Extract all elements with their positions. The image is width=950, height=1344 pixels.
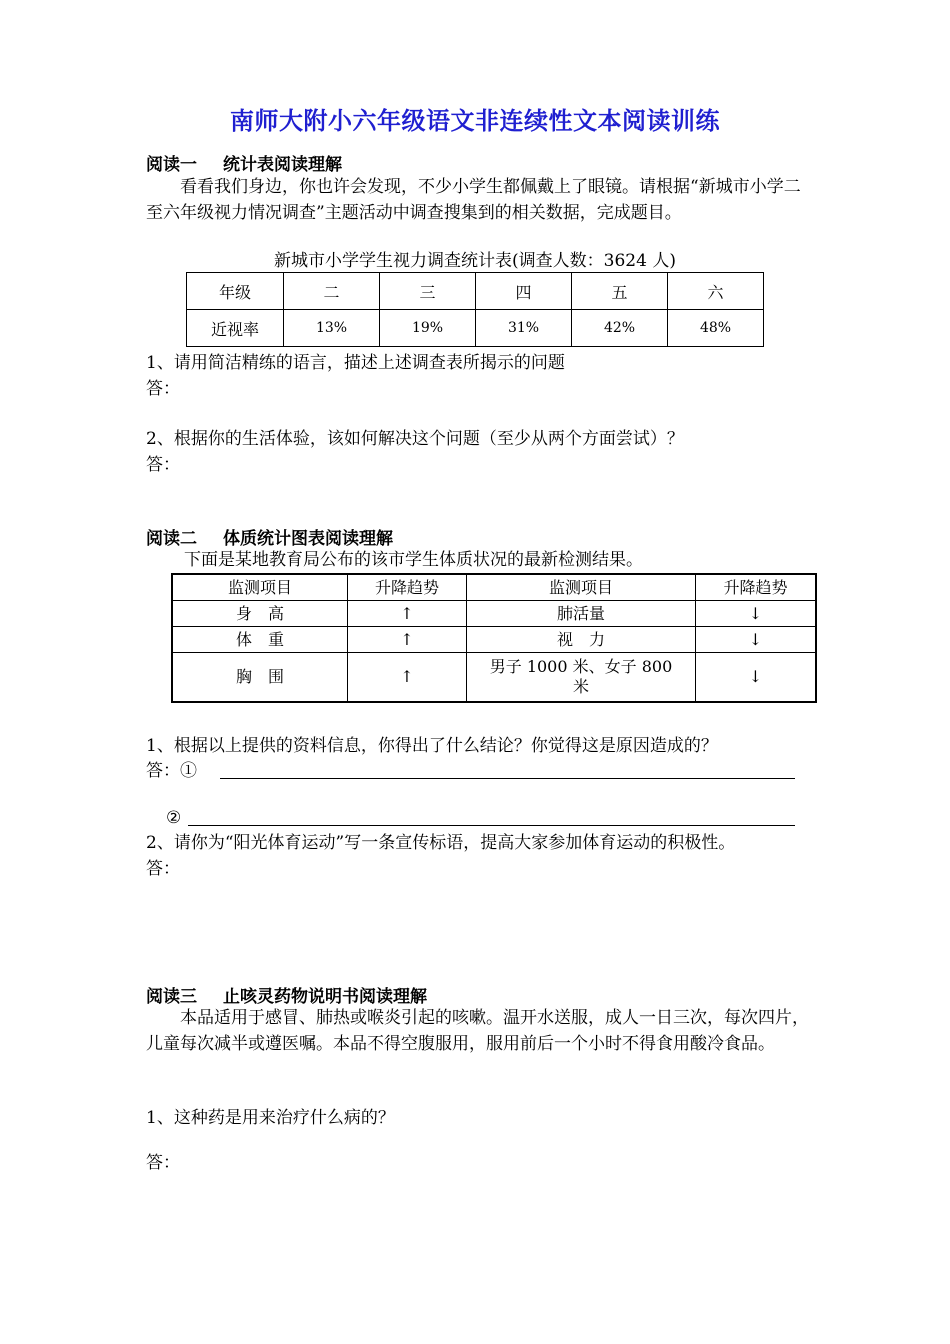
- section1-heading-title: 统计表阅读理解: [223, 155, 342, 175]
- section2-heading-number: 阅读二: [146, 529, 197, 549]
- table-cell: 四: [476, 273, 572, 310]
- section3-answer-1: 答：: [146, 1153, 180, 1173]
- section2-heading-title: 体质统计图表阅读理解: [223, 529, 393, 549]
- table-cell: 48%: [668, 310, 764, 347]
- section3-heading-number: 阅读三: [146, 987, 197, 1007]
- table-cell: 19%: [380, 310, 476, 347]
- down-arrow-icon: ↓: [696, 653, 817, 703]
- section2-question-2: 2、请你为“阳光体育运动”写一条宣传标语，提高大家参加体育运动的积极性。: [146, 833, 736, 853]
- section3-intro: 本品适用于感冒、肺热或喉炎引起的咳嗽。温开水送服，成人一日三次，每次四片，儿童每次减半或遵医嘱。本品不得空腹服用，服用前后一个小时不得食用酸冷食品。: [146, 1008, 809, 1054]
- section3-heading-title: 止咳灵药物说明书阅读理解: [223, 987, 427, 1007]
- section1-question-2: 2、根据你的生活体验，该如何解决这个问题（至少从两个方面尝试）？: [146, 429, 684, 449]
- section1-heading: [146, 150, 342, 175]
- table-cell: 男子 1000 米、女子 800 米: [467, 653, 696, 703]
- table-cell: 升降趋势: [348, 574, 467, 601]
- table-cell: 监测项目: [172, 574, 348, 601]
- up-arrow-icon: ↑: [348, 601, 467, 627]
- table1-caption: 新城市小学学生视力调查统计表(调查人数：3624 人): [274, 251, 676, 271]
- section1-question-1: 1、请用简洁精练的语言，描述上述调查表所揭示的问题: [146, 353, 565, 373]
- table-row: [172, 627, 816, 653]
- section3-question-1: 1、这种药是用来治疗什么病的？: [146, 1108, 395, 1128]
- section2-question-1: 1、根据以上提供的资料信息，你得出了什么结论？你觉得这是原因造成的？: [146, 736, 718, 756]
- table-cell: 视 力: [467, 627, 696, 653]
- section2-answer-1-label: 答：①: [146, 761, 197, 781]
- section1-heading-number: 阅读一: [146, 155, 197, 175]
- section2-answer-1b-label: ②: [166, 808, 182, 828]
- table-cell: 胸 围: [172, 653, 348, 703]
- table-cell: 42%: [572, 310, 668, 347]
- page-title: 南师大附小六年级语文非连续性文本阅读训练: [230, 107, 720, 135]
- vision-survey-table: [186, 272, 764, 347]
- section2-answer-2: 答：: [146, 859, 180, 879]
- section1-intro: 看看我们身边，你也许会发现，不少小学生都佩戴上了眼镜。请根据“新城市小学二至六年级视力情况调查”主题活动中调查搜集到的相关数据，完成题目。: [146, 177, 801, 223]
- table-cell: 31%: [476, 310, 572, 347]
- section2-heading: [146, 524, 393, 549]
- table-cell: 五: [572, 273, 668, 310]
- table-row: [187, 310, 764, 347]
- table-cell: 二: [284, 273, 380, 310]
- section2-intro: 下面是某地教育局公布的该市学生体质状况的最新检测结果。: [184, 550, 643, 570]
- table-row: [172, 653, 816, 703]
- table-cell: 六: [668, 273, 764, 310]
- section1-answer-1: 答：: [146, 379, 180, 399]
- answer-line-1: [220, 778, 795, 779]
- table-cell: 监测项目: [467, 574, 696, 601]
- table-row: [172, 574, 816, 601]
- answer-line-2: [188, 825, 795, 826]
- table-row: [172, 601, 816, 627]
- section3-heading: [146, 982, 427, 1007]
- fitness-table: [171, 573, 817, 703]
- table-cell: 体 重: [172, 627, 348, 653]
- table-cell: 肺活量: [467, 601, 696, 627]
- down-arrow-icon: ↓: [696, 601, 817, 627]
- down-arrow-icon: ↓: [696, 627, 817, 653]
- table-row: [187, 273, 764, 310]
- table-cell: 年级: [187, 273, 284, 310]
- up-arrow-icon: ↑: [348, 627, 467, 653]
- up-arrow-icon: ↑: [348, 653, 467, 703]
- table-cell: 身 高: [172, 601, 348, 627]
- table-cell: 近视率: [187, 310, 284, 347]
- table-cell: 13%: [284, 310, 380, 347]
- table-cell: 三: [380, 273, 476, 310]
- table-cell: 升降趋势: [696, 574, 817, 601]
- section1-answer-2: 答：: [146, 455, 180, 475]
